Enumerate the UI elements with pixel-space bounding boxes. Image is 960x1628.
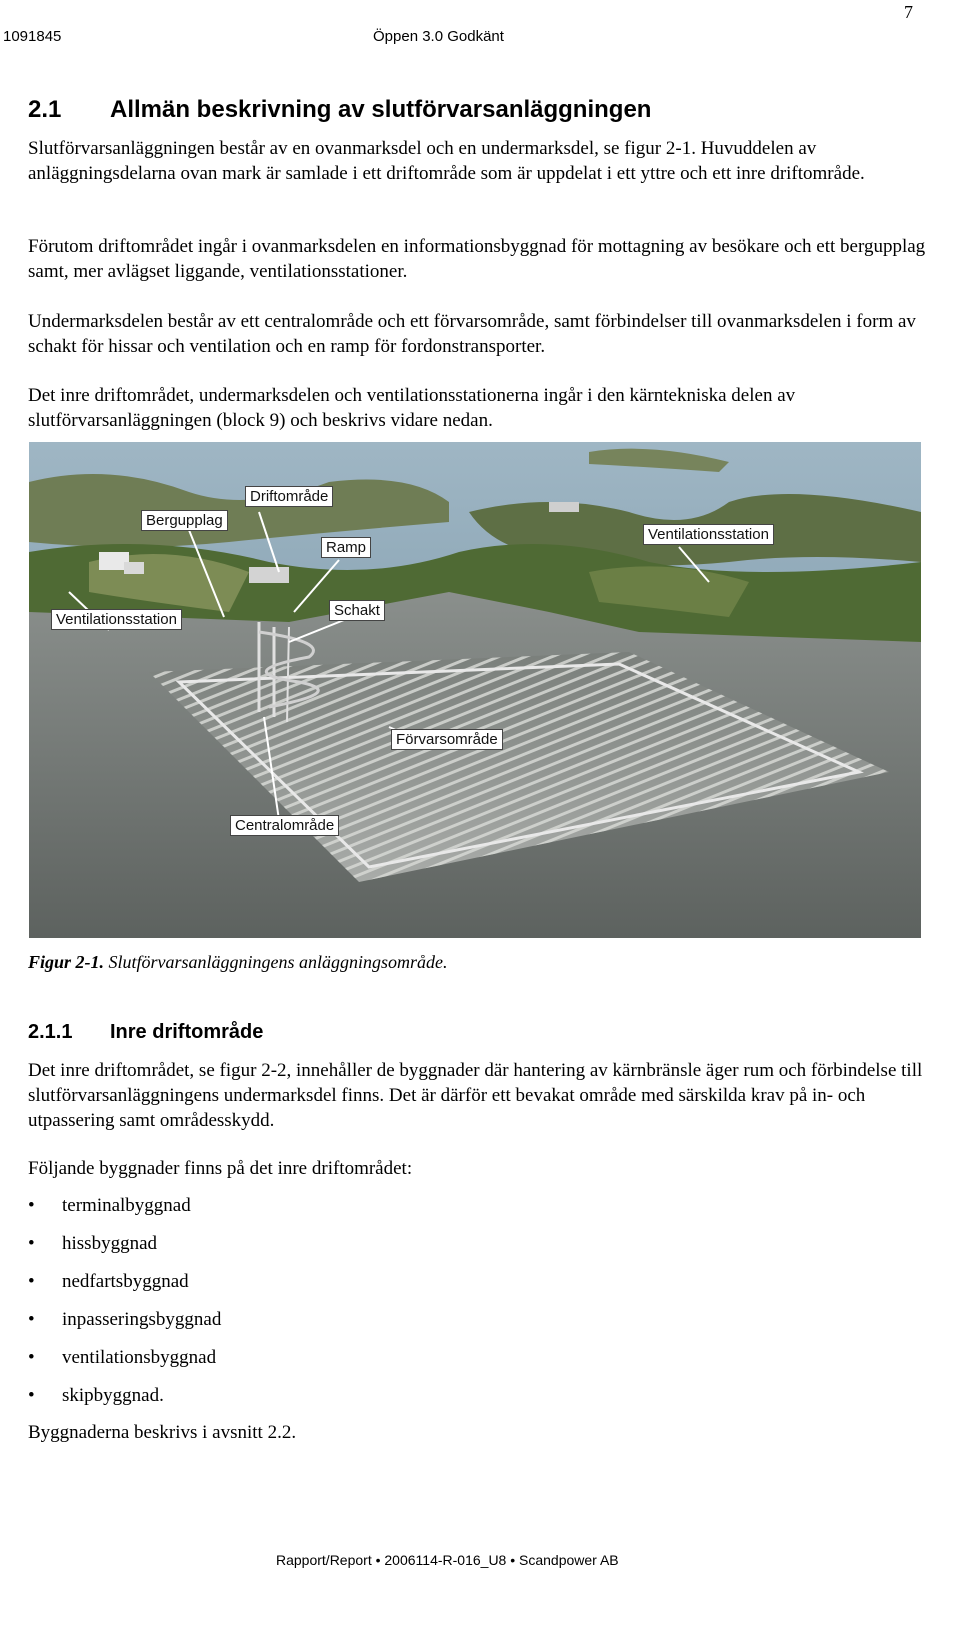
figure-caption-label: Figur 2-1. [28, 952, 105, 972]
bullet-icon: • [28, 1195, 35, 1216]
section-heading [28, 96, 651, 124]
subsection-title: Inre driftområde [110, 1021, 264, 1043]
list-item: • inpasseringsbyggnad [28, 1309, 222, 1330]
building-list [28, 1193, 221, 1421]
document-status: Öppen 3.0 Godkänt [373, 28, 504, 45]
label-centralomrade: Centralområde [230, 815, 339, 836]
bullet-icon: • [28, 1385, 35, 1406]
paragraph-1: Slutförvarsanläggningen består av en ovanmarksdel och en undermarksdel, se figur 2-1. Huvuddelen av anläggningsdelarna ovan mark är samlade i ett driftområde som är uppdelat i ett yttre och ett inre driftområde. [28, 138, 865, 184]
facility-illustration [29, 442, 921, 938]
list-item: • terminalbyggnad [28, 1195, 191, 1216]
bullet-icon: • [28, 1347, 35, 1368]
section-title: Allmän beskrivning av slutförvarsanläggningen [110, 96, 652, 123]
paragraph-3: Undermarksdelen består av ett centralområde och ett förvarsområde, samt förbindelser till ovanmarksdelen i form av schakt för hissar och ventilation och en ramp för fordonstransporter. [28, 311, 916, 357]
label-ramp: Ramp [321, 537, 371, 558]
list-intro: Följande byggnader finns på det inre driftområdet: [28, 1158, 413, 1179]
label-forvarsomrade: Förvarsområde [391, 729, 503, 750]
list-item: • nedfartsbyggnad [28, 1271, 189, 1292]
figure-caption [28, 952, 448, 973]
subsection-paragraph: Det inre driftområdet, se figur 2-2, innehåller de byggnader där hantering av kärnbränsle äger rum och förbindelse till slutförvarsanläggningens undermarksdel finns. Det är därför ett bevakat område med särskilda krav på in- och utpassering samt områdesskydd. [28, 1060, 923, 1131]
paragraph-4: Det inre driftområdet, undermarksdelen och ventilationsstationerna ingår i den kärntekniska delen av slutförvarsanläggningen (block 9) och beskrivs vidare nedan. [28, 385, 796, 431]
paragraph-2: Förutom driftområdet ingår i ovanmarksdelen en informationsbyggnad för mottagning av besökare och ett bergupplag samt, mer avlägset liggande, ventilationsstationer. [28, 236, 926, 282]
bullet-icon: • [28, 1233, 35, 1254]
figure-caption-text: Slutförvarsanläggningens anläggningsområde. [108, 952, 448, 972]
list-item: • skipbyggnad. [28, 1385, 164, 1406]
bullet-icon: • [28, 1271, 35, 1292]
label-bergupplag: Bergupplag [141, 510, 228, 531]
subsection-number: 2.1.1 [28, 1021, 73, 1043]
list-item: • hissbyggnad [28, 1233, 157, 1254]
bullet-icon: • [28, 1309, 35, 1330]
page-footer: Rapport/Report • 2006114-R-016_U8 • Scandpower AB [276, 1552, 619, 1568]
label-schakt: Schakt [329, 600, 385, 621]
closing-paragraph: Byggnaderna beskrivs i avsnitt 2.2. [28, 1422, 297, 1443]
page-number: 7 [904, 2, 913, 22]
label-ventilationsstation-left: Ventilationsstation [51, 609, 182, 630]
label-driftomrade: Driftområde [245, 486, 333, 507]
label-ventilationsstation-right: Ventilationsstation [643, 524, 774, 545]
section-number: 2.1 [28, 96, 62, 123]
list-item: • ventilationsbyggnad [28, 1347, 217, 1368]
subsection-heading [28, 1021, 263, 1044]
document-number: 1091845 [3, 28, 62, 45]
